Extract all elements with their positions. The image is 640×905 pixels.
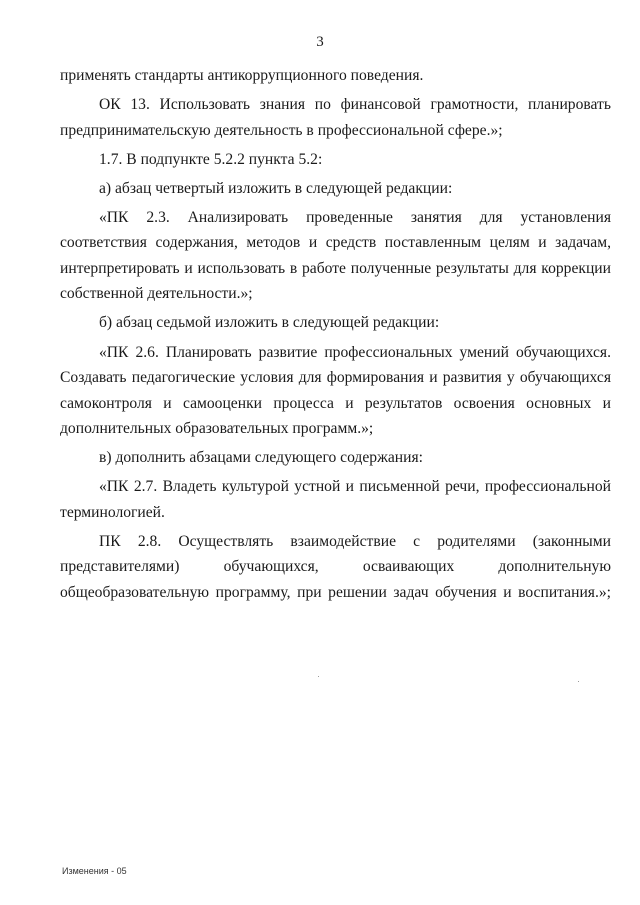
paragraph-ok13: ОК 13. Использовать знания по финансовой грамотности, планировать предпринимательскую деятельность в профессиональной сфере.»; (60, 96, 611, 139)
paragraph-item-v: в) дополнить абзацами следующего содержания: (99, 449, 423, 467)
scan-speck (318, 676, 319, 677)
paragraph-pk-2-8: ПК 2.8. Осуществлять взаимодействие с родителями (законными представителями) обучающихся, осваивающих дополнительную общеобразовательную программу, при решении задач обучения и воспитания.»; (60, 532, 611, 601)
page-number: 3 (316, 34, 324, 50)
paragraph-item-b: б) абзац седьмой изложить в следующей редакции: (99, 314, 440, 332)
paragraph-item-a: а) абзац четвертый изложить в следующей редакции: (99, 179, 453, 197)
scan-speck (578, 681, 579, 682)
paragraph-1: применять стандарты антикоррупционного поведения. (60, 67, 424, 84)
paragraph-1-7: 1.7. В подпункте 5.2.2 пункта 5.2: (99, 150, 323, 168)
paragraph-pk-2-6: «ПК 2.6. Планировать развитие профессиональных умений обучающихся. Создавать педагогические условия для формирования и развития у обучающихся самоконтроля и самооценки процесса и результатов освоения основных и дополнительных образовательных программ.»; (60, 343, 611, 438)
paragraph-pk-2-7: «ПК 2.7. Владеть культурой устной и письменной речи, профессиональной терминологией. (60, 478, 611, 521)
document-body (60, 63, 611, 609)
footer-note: Изменения - 05 (62, 866, 127, 876)
paragraph-pk-2-3: «ПК 2.3. Анализировать проведенные занятия для установления соответствия содержания, методов и средств поставленным целям и задачам, интерпретировать и использовать в работе полученные результаты для коррекции собственной деятельности.»; (60, 208, 611, 303)
